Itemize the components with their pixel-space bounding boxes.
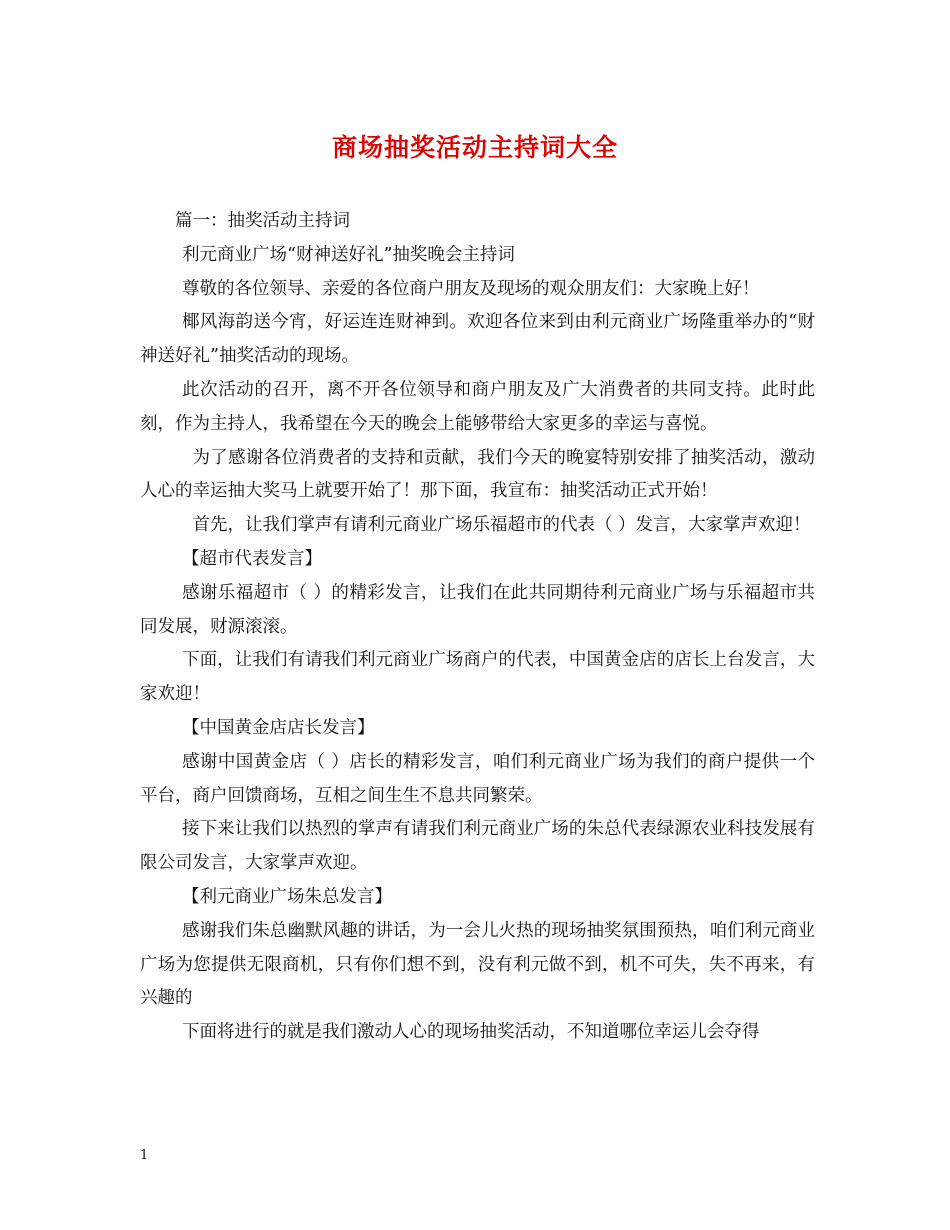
- paragraph: 椰风海韵送今宵，好运连连财神到。欢迎各位来到由利元商业广场隆重举办的“财神送好礼”抽奖活动的现场。: [140, 312, 815, 367]
- paragraph: 【超市代表发言】: [182, 548, 322, 569]
- paragraph: 此次活动的召开，离不开各位领导和商户朋友及广大消费者的共同支持。此时此刻，作为主持人，我希望在今天的晚会上能够带给大家更多的幸运与喜悦。: [140, 379, 815, 434]
- paragraph: 感谢我们朱总幽默风趣的讲话，为一会儿火热的现场抽奖氛围预热，咱们利元商业广场为您提供无限商机，只有你们想不到，没有利元做不到，机不可失，失不再来，有兴趣的: [140, 920, 815, 1009]
- paragraph: 下面，让我们有请我们利元商业广场商户的代表，中国黄金店的店长上台发言，大家欢迎！: [140, 650, 815, 705]
- page-number: 1: [140, 1148, 149, 1163]
- document-title: 商场抽奖活动主持词大全: [331, 133, 618, 162]
- document-body: [140, 205, 815, 1050]
- paragraph: 篇一：抽奖活动主持词: [175, 211, 350, 231]
- paragraph: 为了感谢各位消费者的支持和贡献，我们今天的晚宴特别安排了抽奖活动，激动人心的幸运抽大奖马上就要开始了！那下面，我宣布：抽奖活动正式开始！: [140, 447, 815, 502]
- paragraph: 【利元商业广场朱总发言】: [182, 886, 392, 907]
- paragraph: 感谢中国黄金店（ ）店长的精彩发言，咱们利元商业广场为我们的商户提供一个平台，商户回馈商场，互相之间生生不息共同繁荣。: [140, 751, 815, 806]
- paragraph: 下面将进行的就是我们激动人心的现场抽奖活动，不知道哪位幸运儿会夺得: [182, 1022, 760, 1043]
- paragraph: 【中国黄金店店长发言】: [182, 717, 375, 738]
- paragraph: 尊敬的各位领导、亲爱的各位商户朋友及现场的观众朋友们：大家晚上好！: [182, 278, 760, 299]
- paragraph: 利元商业广场“财神送好礼”抽奖晚会主持词: [182, 244, 515, 265]
- paragraph: 感谢乐福超市（ ）的精彩发言，让我们在此共同期待利元商业广场与乐福超市共同发展，财源滚滚。: [140, 582, 815, 637]
- paragraph: 接下来让我们以热烈的掌声有请我们利元商业广场的朱总代表绿源农业科技发展有限公司发言，大家掌声欢迎。: [140, 819, 815, 874]
- paragraph: 首先，让我们掌声有请利元商业广场乐福超市的代表（ ）发言，大家掌声欢迎！: [192, 515, 811, 536]
